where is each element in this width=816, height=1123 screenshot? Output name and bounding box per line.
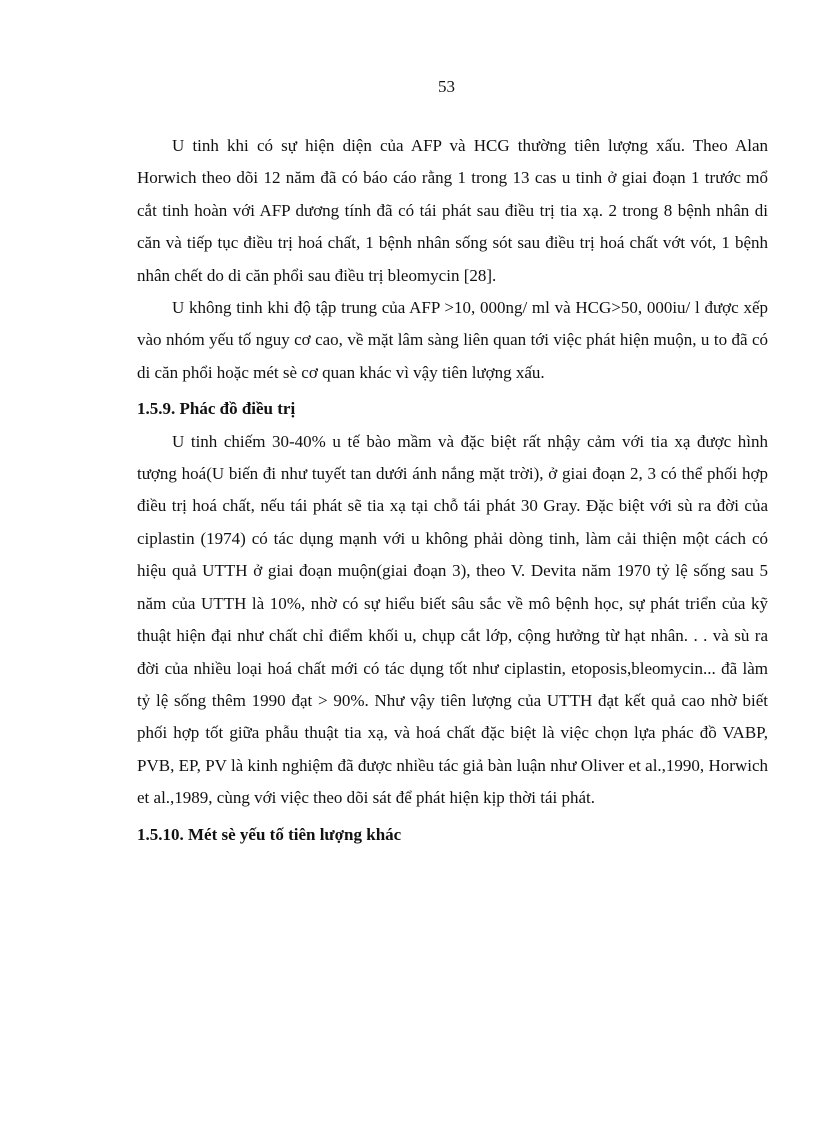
- section-heading-treatment: 1.5.9. Phác đồ điều trị: [137, 399, 296, 419]
- page-number: 53: [438, 77, 455, 96]
- paragraph-nonseminoma-risk: U không tinh khi độ tập trung của AFP >10, 000ng/ ml và HCG>50, 000iu/ l được xếp vào nhóm yếu tố nguy cơ cao, về mặt lâm sàng liên quan tới việc phát hiện muộn, u to đã có di căn phổi hoặc mét sè cơ quan khác vì vậy tiên lượng xấu.: [137, 298, 768, 382]
- paragraph-treatment: U tinh chiếm 30-40% u tế bào mầm và đặc biệt rất nhậy cảm với tia xạ được hình tượng hoá(U biến đi như tuyết tan dưới ánh nắng mặt trời), ở giai đoạn 2, 3 có thể phối hợp điều trị hoá chất, nếu tái phát sẽ tia xạ tại chỗ tái phát 30 Gray. Đặc biệt với sù ra đời của ciplastin (1974) có tác dụng mạnh với u không phải dòng tinh, làm cải thiện một cách có hiệu quả UTTH ở giai đoạn muộn(giai đoạn 3), theo V. Devita năm 1970 tỷ lệ sống sau 5 năm của UTTH là 10%, nhờ có sự hiểu biết sâu sắc về mô bệnh học, sự phát triển của kỹ thuật hiện đại như chất chỉ điểm khối u, chụp cắt lớp, cộng hưởng từ hạt nhân. . . và sù ra đời của nhiều loại hoá chất mới có tác dụng tốt như ciplastin, etoposis,bleomycin... đã làm tỷ lệ sống thêm 1990 đạt > 90%. Như vậy tiên lượng của UTTH đạt kết quả cao nhờ biết phối hợp tốt giữa phẫu thuật tia xạ, và hoá chất đặc biệt là việc chọn lựa phác đồ VABP, PVB, EP, PV là kinh nghiệm đã được nhiều tác giả bàn luận như Oliver et al.,1990, Horwich et al.,1989, cùng với việc theo dõi sát để phát hiện kịp thời tái phát.: [137, 431, 768, 808]
- paragraph-seminoma-prognosis: U tinh khi có sự hiện diện của AFP và HCG thường tiên lượng xấu. Theo Alan Horwich theo dõi 12 năm đã có báo cáo rằng 1 trong 13 cas u tinh ở giai đoạn 1 trước mổ cắt tinh hoàn với AFP dương tính đã có tái phát sau điều trị tia xạ. 2 trong 8 bệnh nhân di căn và tiếp tục điều trị hoá chất, 1 bệnh nhân sống sót sau điều trị hoá chất vớt vót, 1 bệnh nhân chết do di căn phổi sau điều trị bleomycin [28].: [137, 136, 768, 285]
- section-heading-other-factors: 1.5.10. Mét sè yếu tố tiên lượng khác: [137, 824, 402, 844]
- page-body: [137, 130, 768, 851]
